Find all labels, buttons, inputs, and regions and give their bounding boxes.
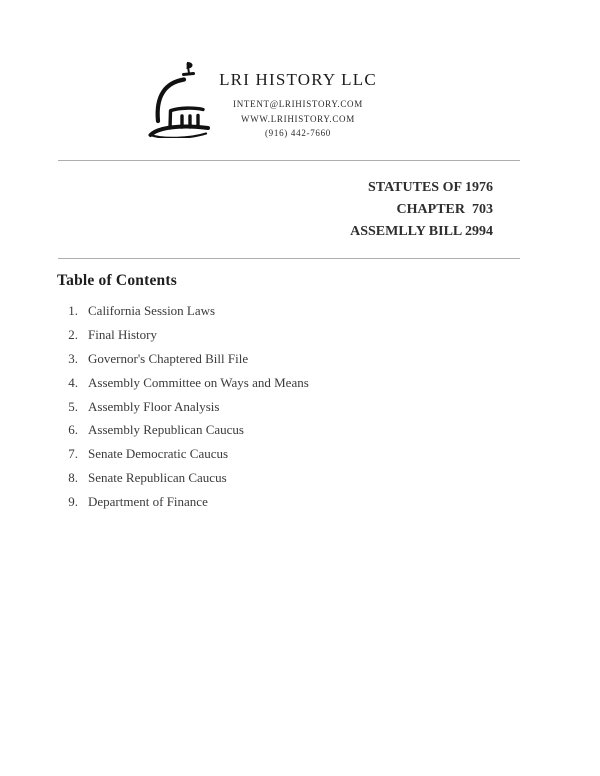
phone-line: (916) 442-7660 [264,128,332,138]
toc-item-label: Assembly Floor Analysis [88,398,220,414]
email-line: INTENT@LRIHISTORY.COM [233,99,363,109]
toc-list [57,303,309,518]
toc-item-label: Final History [88,326,157,342]
toc-item-label: Assembly Republican Caucus [88,422,244,438]
toc-item-number: 9. [68,494,78,510]
bill-line: ASSEMLLY BILL 2994 [350,224,493,239]
toc-item [57,351,309,375]
toc-item-number: 6. [68,422,78,438]
toc-item-label: Governor's Chaptered Bill File [88,350,249,366]
chapter-line: CHAPTER 703 [396,202,493,217]
toc-item [57,494,309,518]
toc-item-number: 4. [68,374,78,390]
toc-item [57,422,309,446]
toc-item [57,470,309,494]
toc-item-number: 1. [68,303,78,318]
toc-item-label: Assembly Committee on Ways and Means [88,374,309,390]
toc-item [57,327,309,351]
toc-item-label: Department of Finance [88,494,208,510]
letterhead [183,70,413,141]
divider-bottom [58,258,520,259]
toc-item-number: 5. [68,398,78,414]
toc-title: Table of Contents [57,272,177,289]
toc-item [57,375,309,399]
company-name: LRI HISTORY LLC [219,70,377,89]
reference-block [350,177,493,243]
toc-item-number: 3. [68,350,78,366]
toc-item [57,303,309,327]
toc-item-number: 7. [68,446,78,462]
toc-item-label: Senate Democratic Caucus [88,446,229,462]
statutes-line: STATUTES OF 1976 [368,180,493,195]
toc-item-number: 2. [68,326,78,342]
toc-item [57,399,309,423]
toc-item-label: California Session Laws [88,303,216,318]
toc-item [57,446,309,470]
toc-item-number: 8. [68,470,78,486]
divider-top [58,160,520,161]
website-line: WWW.LRIHISTORY.COM [241,113,355,124]
toc-item-label: Senate Republican Caucus [88,470,227,486]
